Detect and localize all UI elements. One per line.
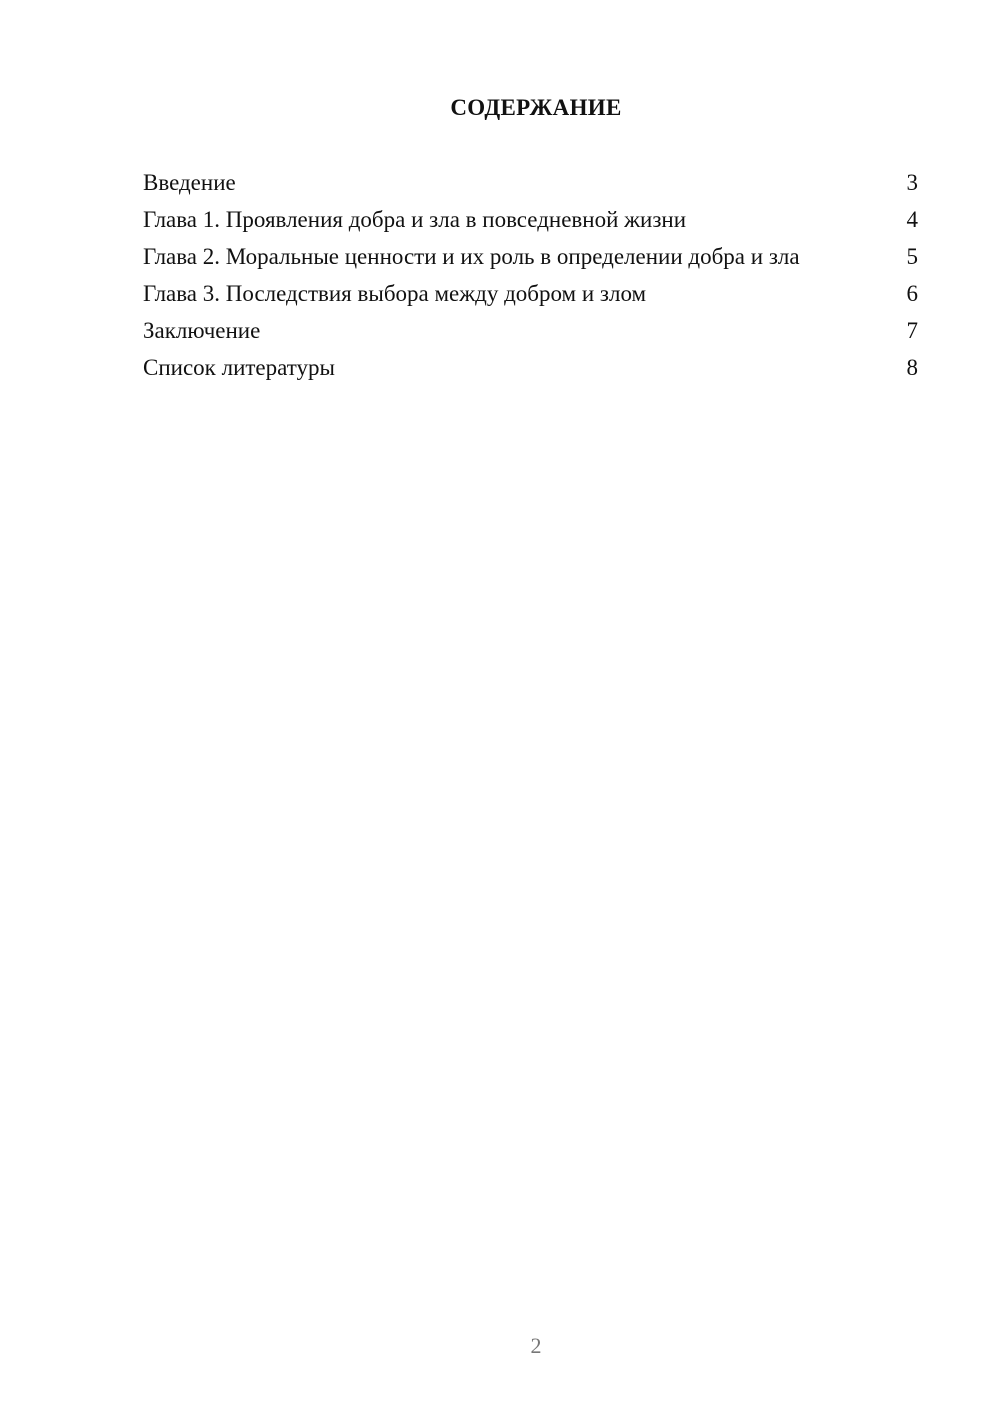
page-number: 2 [530,1333,542,1358]
toc-entry-bibliography [143,355,918,381]
toc-entry-introduction [143,170,918,196]
toc-entry-page: 4 [906,207,918,232]
toc-entry-page: 3 [906,170,918,195]
toc-entry-page: 7 [906,318,918,343]
toc-title: СОДЕРЖАНИЕ [450,95,622,120]
toc-entry-label: Введение [143,170,236,195]
toc-entry-page: 5 [906,244,918,269]
table-of-contents [143,170,918,392]
toc-entry-conclusion [143,318,918,344]
toc-entry-chapter-3 [143,281,918,307]
toc-entry-label: Глава 2. Моральные ценности и их роль в определении добра и зла [143,244,800,269]
toc-entry-label: Глава 1. Проявления добра и зла в повседневной жизни [143,207,687,232]
toc-entry-label: Заключение [143,318,261,343]
toc-entry-label: Список литературы [143,355,335,380]
toc-entry-page: 6 [906,281,918,306]
toc-entry-page: 8 [906,355,918,380]
toc-entry-chapter-2 [143,244,918,270]
toc-entry-chapter-1 [143,207,918,233]
toc-entry-label: Глава 3. Последствия выбора между добром и злом [143,281,647,306]
